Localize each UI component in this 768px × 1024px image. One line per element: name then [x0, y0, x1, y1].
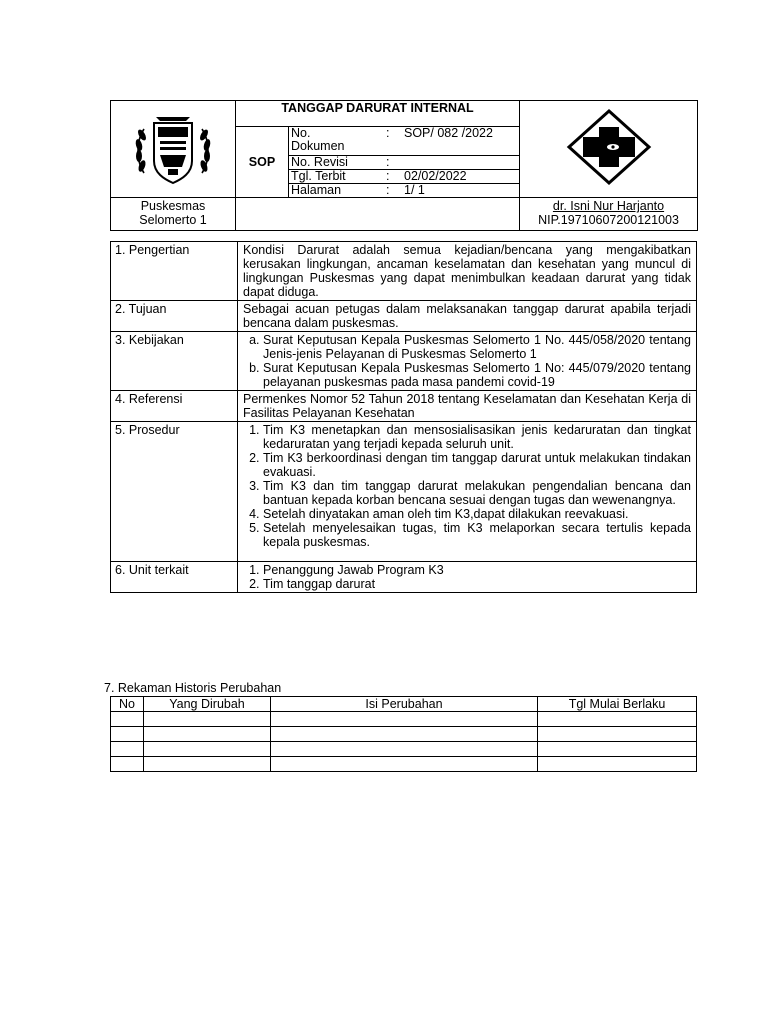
history-header-row	[111, 697, 697, 712]
document-meta-table	[289, 127, 519, 197]
table-cell	[144, 757, 271, 772]
list-item: 1. Tim K3 menetapkan dan mensosialisasikan jenis kedaruratan dan tingkat kedaruratan yang terjadi kepada seluruh unit.	[263, 423, 691, 451]
signer-name: dr. Isni Nur Harjanto	[552, 199, 665, 213]
history-table	[110, 696, 697, 772]
regency-emblem-icon	[130, 111, 216, 189]
history-title: 7. Rekaman Historis Perubahan	[104, 681, 282, 695]
list-item: 2. Tim tanggap darurat	[263, 577, 691, 591]
table-cell	[538, 727, 697, 742]
sop-label: SOP	[236, 127, 289, 198]
organization-cell	[111, 198, 236, 231]
table-cell	[144, 742, 271, 757]
table-cell	[271, 727, 538, 742]
column-header: Isi Perubahan	[271, 697, 538, 712]
meta-sep: :	[384, 170, 402, 184]
document-meta-cell	[289, 127, 520, 198]
section-label: 4. Referensi	[111, 391, 238, 422]
column-header: Yang Dirubah	[144, 697, 271, 712]
table-cell	[271, 712, 538, 727]
section-row	[111, 301, 697, 332]
table-cell	[538, 742, 697, 757]
list-item: 3. Tim K3 dan tim tanggap darurat melakukan pengendalian bencana dan bantuan kepada korban bencana sesuai dengan tugas dan wewenangnya.	[263, 479, 691, 507]
meta-key: Halaman	[291, 183, 342, 197]
meta-value: 1/ 1	[404, 183, 425, 197]
document-title: TANGGAP DARURAT INTERNAL	[236, 101, 520, 127]
section-label: 1. Pengertian	[111, 242, 238, 301]
header-table	[110, 100, 698, 231]
table-cell	[538, 712, 697, 727]
regency-logo-cell	[111, 101, 236, 198]
table-cell	[111, 757, 144, 772]
sop-content-table	[110, 241, 697, 593]
section-list-cell	[238, 332, 697, 391]
list-item: 1. Penanggung Jawab Program K3	[263, 563, 691, 577]
meta-key: Tgl. Terbit	[289, 170, 384, 184]
section-text: Sebagai acuan petugas dalam melaksanakan tanggap darurat apabila terjadi bencana dalam puskesmas.	[238, 301, 697, 332]
table-row	[111, 742, 697, 757]
list-item: 5. Setelah menyelesaikan tugas, tim K3 melaporkan secara tertulis kepada kepala puskesmas.	[263, 521, 691, 549]
section-label: 6. Unit terkait	[111, 562, 238, 593]
table-row	[111, 712, 697, 727]
table-cell	[144, 712, 271, 727]
table-row	[111, 757, 697, 772]
table-cell	[271, 757, 538, 772]
meta-sep: :	[384, 156, 402, 170]
organization-unit: Selomerto 1	[139, 213, 207, 227]
list-item: 4. Setelah dinyatakan aman oleh tim K3,dapat dilakukan reevakuasi.	[263, 507, 691, 521]
meta-value: SOP/ 082 /2022	[402, 127, 519, 156]
section-label: 5. Prosedur	[111, 422, 238, 562]
list-item: b. Surat Keputusan Kepala Puskesmas Selomerto 1 No: 445/079/2020 tentang pelayanan puskesmas pada masa pandemi covid-19	[263, 361, 691, 389]
table-cell	[111, 727, 144, 742]
table-cell	[538, 757, 697, 772]
meta-key: No. Dokumen	[289, 127, 384, 156]
column-header: Tgl Mulai Berlaku	[538, 697, 697, 712]
meta-sep: :	[384, 127, 402, 156]
section-row	[111, 391, 697, 422]
meta-key: No. Revisi	[289, 156, 384, 170]
section-list-cell	[238, 422, 697, 562]
procedure-list	[243, 423, 691, 549]
signature-cell	[520, 198, 698, 231]
section-text: Permenkes Nomor 52 Tahun 2018 tentang Keselamatan dan Kesehatan Kerja di Fasilitas Pelayanan Kesehatan	[238, 391, 697, 422]
puskesmas-logo-cell	[520, 101, 698, 198]
organization-name: Puskesmas	[140, 199, 206, 213]
section-text: Kondisi Darurat adalah semua kejadian/bencana yang mengakibatkan kerusakan lingkungan, ancaman keselamatan dan kesehatan yang muncul di lingkungan Puskesmas yang dapat menimbulkan keadaan darurat yang tidak dapat diduga.	[238, 242, 697, 301]
table-cell	[111, 712, 144, 727]
policy-list	[243, 333, 691, 389]
list-item: a. Surat Keputusan Kepala Puskesmas Selomerto 1 No. 445/058/2020 tentang Jenis-jenis Pelayanan di Puskesmas Selomerto 1	[263, 333, 691, 361]
related-units-list	[243, 563, 691, 591]
section-row	[111, 422, 697, 562]
table-cell	[271, 742, 538, 757]
meta-value	[402, 156, 519, 170]
section-label: 3. Kebijakan	[111, 332, 238, 391]
meta-sep: :	[386, 183, 390, 197]
section-row	[111, 332, 697, 391]
table-cell	[111, 742, 144, 757]
meta-value: 02/02/2022	[402, 170, 519, 184]
section-row	[111, 242, 697, 301]
section-row	[111, 562, 697, 593]
section-label: 2. Tujuan	[111, 301, 238, 332]
table-row	[111, 727, 697, 742]
section-list-cell	[238, 562, 697, 593]
column-header: No	[111, 697, 144, 712]
signer-nip: NIP.19710607200121003	[538, 213, 679, 227]
list-item: 2. Tim K3 berkoordinasi dengan tim tanggap darurat untuk melakukan tindakan evakuasi.	[263, 451, 691, 479]
puskesmas-logo-icon	[559, 107, 659, 187]
table-cell	[144, 727, 271, 742]
empty-cell	[236, 198, 520, 231]
